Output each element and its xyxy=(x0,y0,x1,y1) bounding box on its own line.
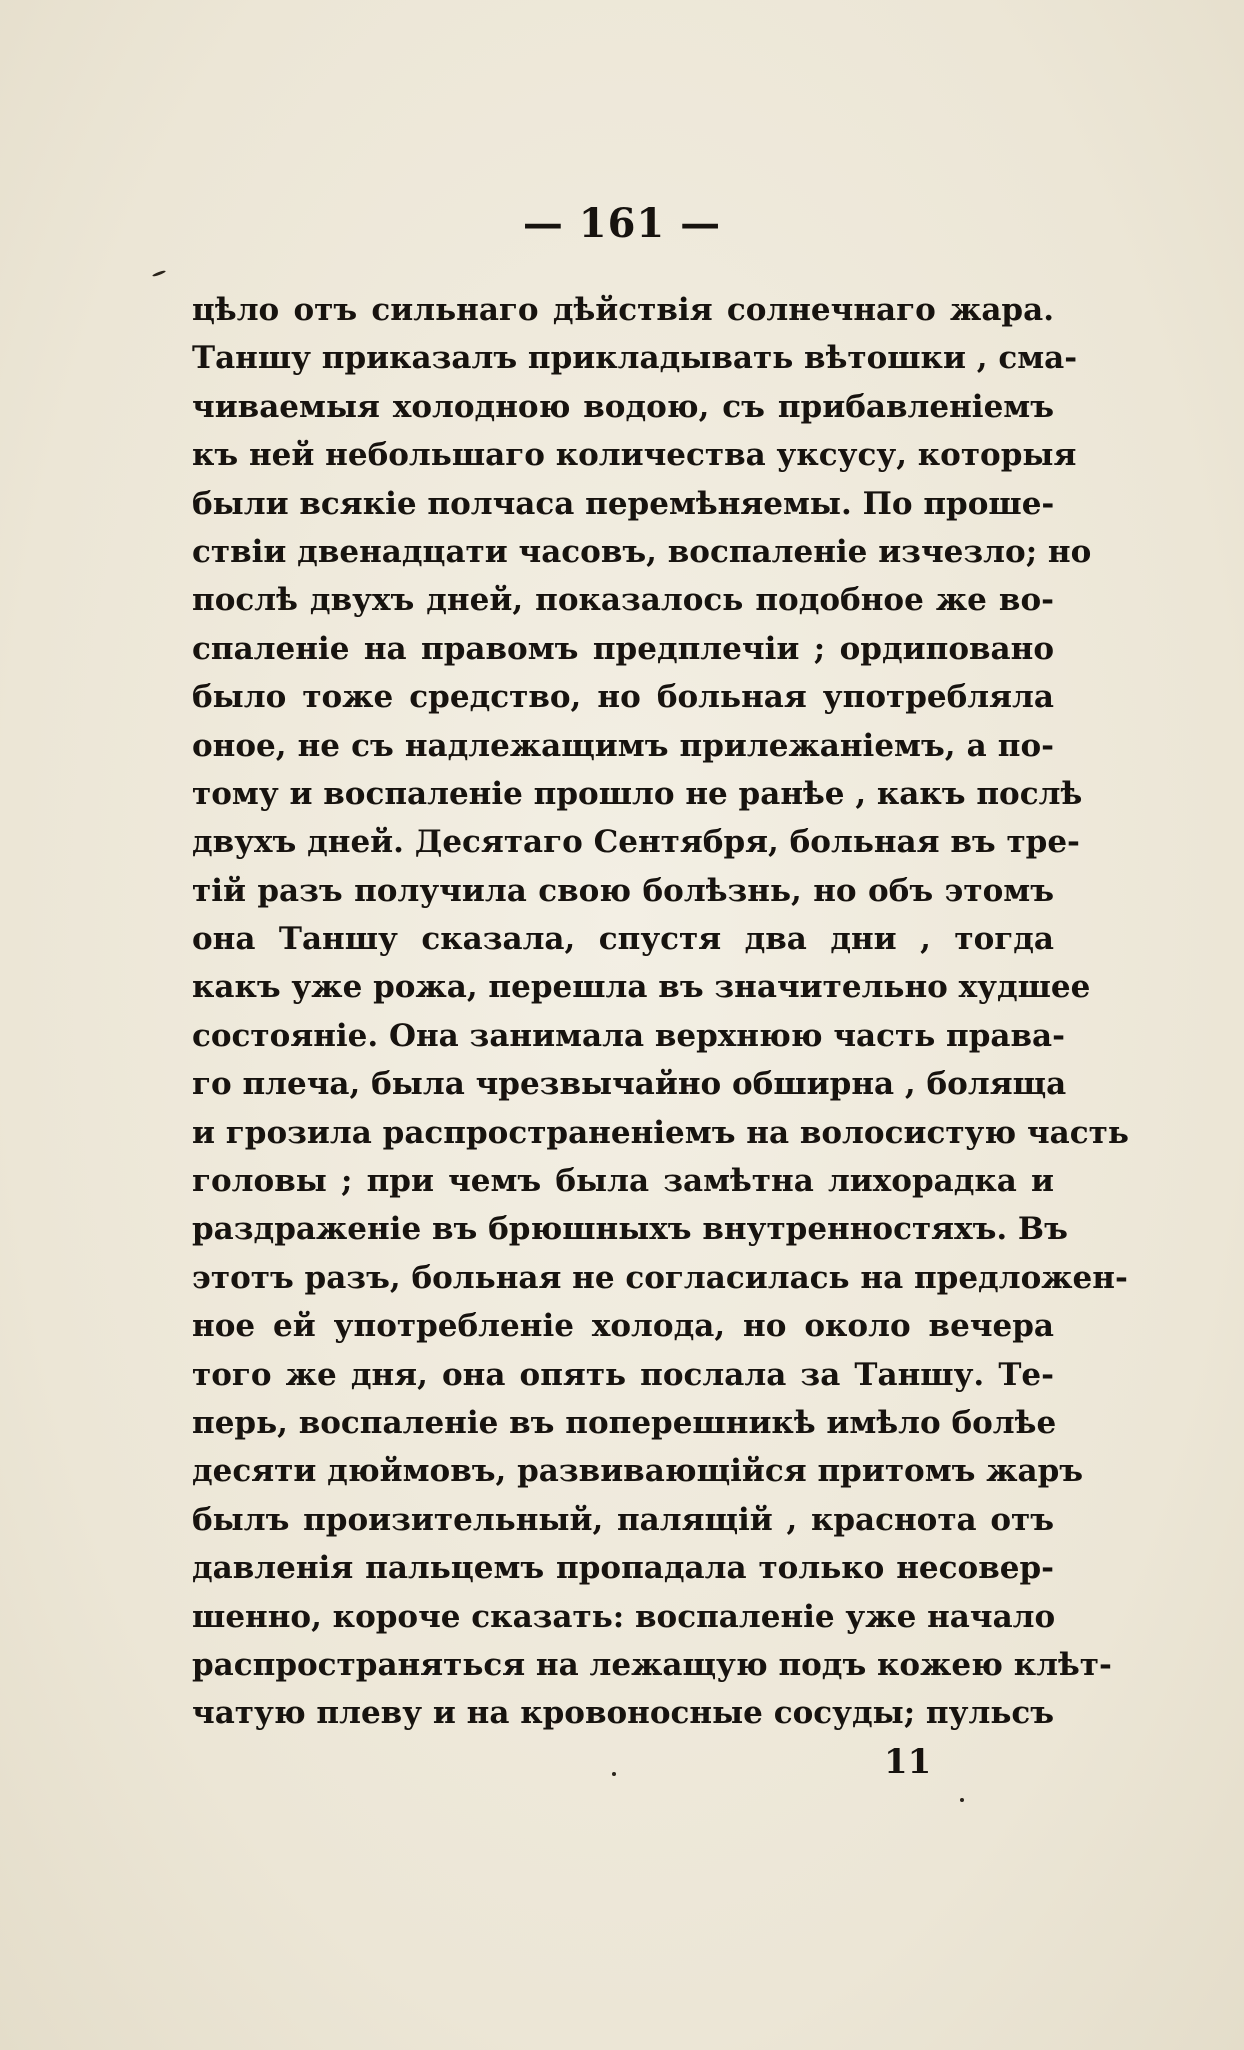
body-text xyxy=(192,286,1129,1738)
text-line: она Таншу сказала, спустя два дни , тогда xyxy=(192,921,1054,958)
text-line: головы ; при чемъ была замѣтна лихорадка и xyxy=(192,1163,1054,1200)
text-line: давленія пальцемъ пропадала только несовер- xyxy=(192,1550,1054,1587)
ink-speck xyxy=(612,1772,616,1776)
text-line: перь, воспаленіе въ поперешникѣ имѣло болѣе xyxy=(192,1404,1057,1441)
text-line: чиваемыя холодною водою, съ прибавленіемъ xyxy=(192,388,1054,425)
text-line: этотъ разъ, больная не согласилась на предложен- xyxy=(192,1259,1128,1296)
text-line: го плеча, была чрезвычайно обширна , болящa xyxy=(192,1066,1067,1103)
text-line: послѣ двухъ дней, показалось подобное же во- xyxy=(192,582,1054,619)
text-line: ное ей употребленіе холода, но около вечера xyxy=(192,1308,1054,1345)
text-line: ствіи двенадцати часовъ, воспаленіе изчезло; но xyxy=(192,533,1092,570)
ink-speck xyxy=(960,1798,964,1802)
text-line: цѣло отъ сильнаго дѣйствія солнечнаго жара. xyxy=(192,292,1054,328)
text-line: раздраженіе въ брюшныхъ внутренностяхъ. Въ xyxy=(192,1211,1068,1248)
signature-mark: 11 xyxy=(884,1742,932,1782)
text-line: тій разъ получила свою болѣзнь, но объ этомъ xyxy=(192,872,1054,909)
text-line: состояніе. Она занимала верхнюю часть права- xyxy=(192,1017,1065,1054)
text-line: тому и воспаленіе прошло не ранѣе , какъ послѣ xyxy=(192,775,1083,812)
text-line: были всякіе полчаса перемѣняемы. По проше- xyxy=(192,485,1055,522)
text-line: Таншу приказалъ прикладывать вѣтошки , сма- xyxy=(192,340,1078,377)
text-line: было тоже средство, но больная употребляла xyxy=(192,679,1054,716)
text-line: какъ уже рожа, перешла въ значительно худшее xyxy=(192,969,1091,1006)
text-line: того же дня, она опять послала за Таншу. Те- xyxy=(192,1356,1054,1393)
text-line: десяти дюймовъ, развивающійся притомъ жаръ xyxy=(192,1453,1084,1490)
text-line: распространяться на лежащую подъ кожею клѣт- xyxy=(192,1646,1112,1683)
text-line: чатую плеву и на кровоносные сосуды; пульсъ xyxy=(192,1695,1055,1732)
text-line: и грозила распространеніемъ на волосистую часть xyxy=(192,1114,1129,1151)
page-number: — 161 — xyxy=(522,200,722,247)
text-line: шенно, короче сказать: воспаленіе уже начало xyxy=(192,1598,1056,1635)
text-line: оное, не съ надлежащимъ прилежаніемъ, а по- xyxy=(192,727,1054,764)
text-line: двухъ дней. Десятаго Сентября, больная въ тре- xyxy=(192,824,1080,861)
text-line: спаленіе на правомъ предплечіи ; ордиповано xyxy=(192,630,1054,667)
text-line: былъ произительный, палящій , краснота отъ xyxy=(192,1501,1054,1538)
ink-speck xyxy=(152,270,166,278)
text-line: къ ней небольшаго количества уксусу, которыя xyxy=(192,437,1077,474)
